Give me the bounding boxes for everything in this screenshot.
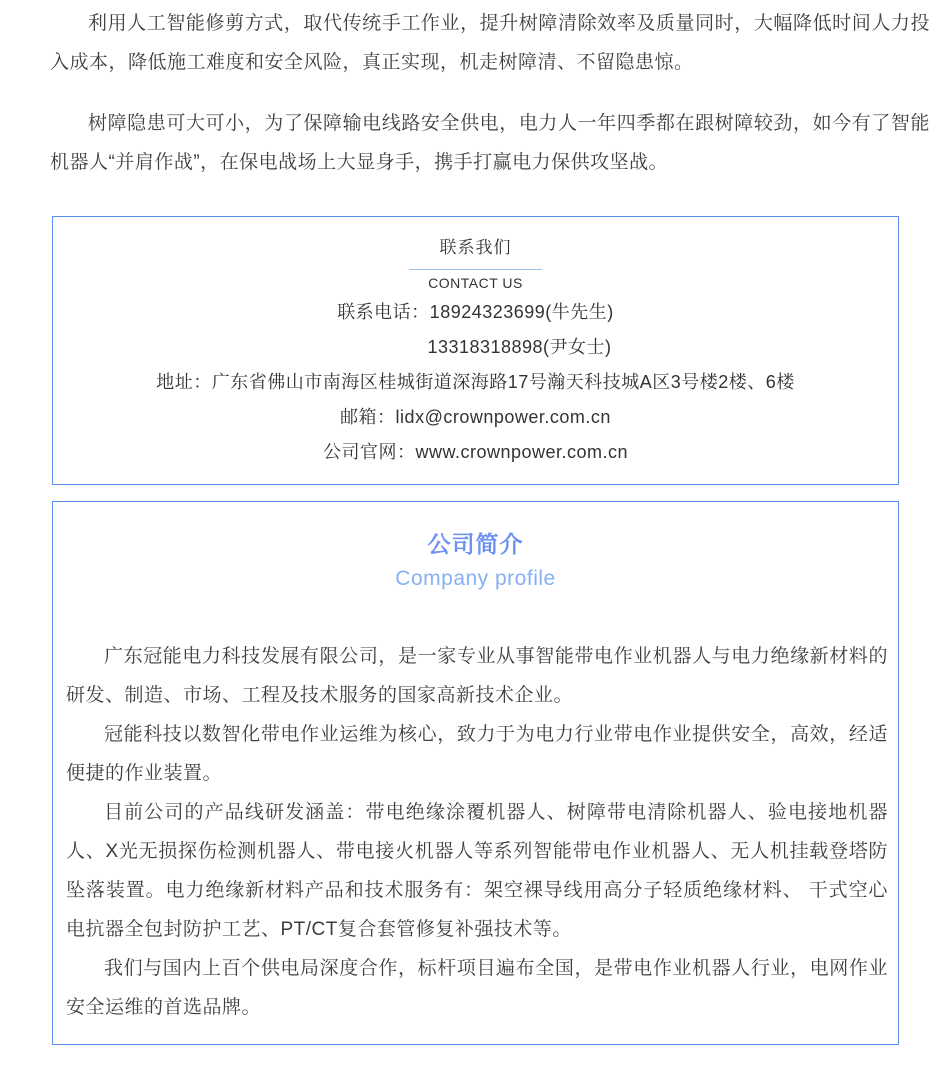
profile-paragraph-4: 我们与国内上百个供电局深度合作，标杆项目遍布全国，是带电作业机器人行业，电网作业安全运维的首选品牌。 xyxy=(66,958,888,1018)
profile-card-body xyxy=(53,637,898,1027)
profile-card-subtitle: Company profile xyxy=(395,567,556,590)
profile-paragraph-2: 冠能科技以数智化带电作业运维为核心，致力于为电力行业带电作业提供安全，高效，经适便捷的作业装置。 xyxy=(66,724,888,784)
intro-paragraph-2: 树障隐患可大可小，为了保障输电线路安全供电，电力人一年四季都在跟树障较劲，如今有了智能机器人“并肩作战”，在保电战场上大显身手，携手打赢电力保供攻坚战。 xyxy=(50,113,930,173)
contact-card-title: 联系我们 xyxy=(439,238,512,257)
contact-card-subtitle: CONTACT US xyxy=(428,275,523,291)
contact-title-underline xyxy=(409,269,542,270)
contact-info-list xyxy=(53,295,898,470)
profile-card-title: 公司简介 xyxy=(427,531,524,557)
company-profile-card xyxy=(52,501,899,1045)
contact-phone-line-1: 联系电话：18924323699(牛先生) xyxy=(337,302,614,322)
profile-paragraph-3: 目前公司的产品线研发涵盖：带电绝缘涂覆机器人、树障带电清除机器人、验电接地机器人、X光无损探伤检测机器人、带电接火机器人等系列智能带电作业机器人、无人机挂载登塔防坠落装置。电力绝缘新材料产品和技术服务有：架空裸导线用高分子轻质绝缘材料、 干式空心电抗器全包封防护工艺、PT/CT复合套管修复补强技术等。 xyxy=(66,802,888,940)
contact-website-line: 公司官网：www.crownpower.com.cn xyxy=(322,442,629,462)
intro-paragraph-1: 利用人工智能修剪方式，取代传统手工作业，提升树障清除效率及质量同时，大幅降低时间人力投入成本，降低施工难度和安全风险，真正实现，机走树障清、不留隐患惊。 xyxy=(50,13,930,73)
contact-address-line: 地址：广东省佛山市南海区桂城街道深海路17号瀚天科技城A区3号楼2楼、6楼 xyxy=(156,372,795,392)
contact-email-line: 邮箱：lidx@crownpower.com.cn xyxy=(340,407,611,427)
contact-phone-line-2: 13318318898(尹女士) xyxy=(427,337,612,357)
contact-card xyxy=(52,216,899,485)
profile-paragraph-1: 广东冠能电力科技发展有限公司，是一家专业从事智能带电作业机器人与电力绝缘新材料的研发、制造、市场、工程及技术服务的国家高新技术企业。 xyxy=(66,646,888,706)
